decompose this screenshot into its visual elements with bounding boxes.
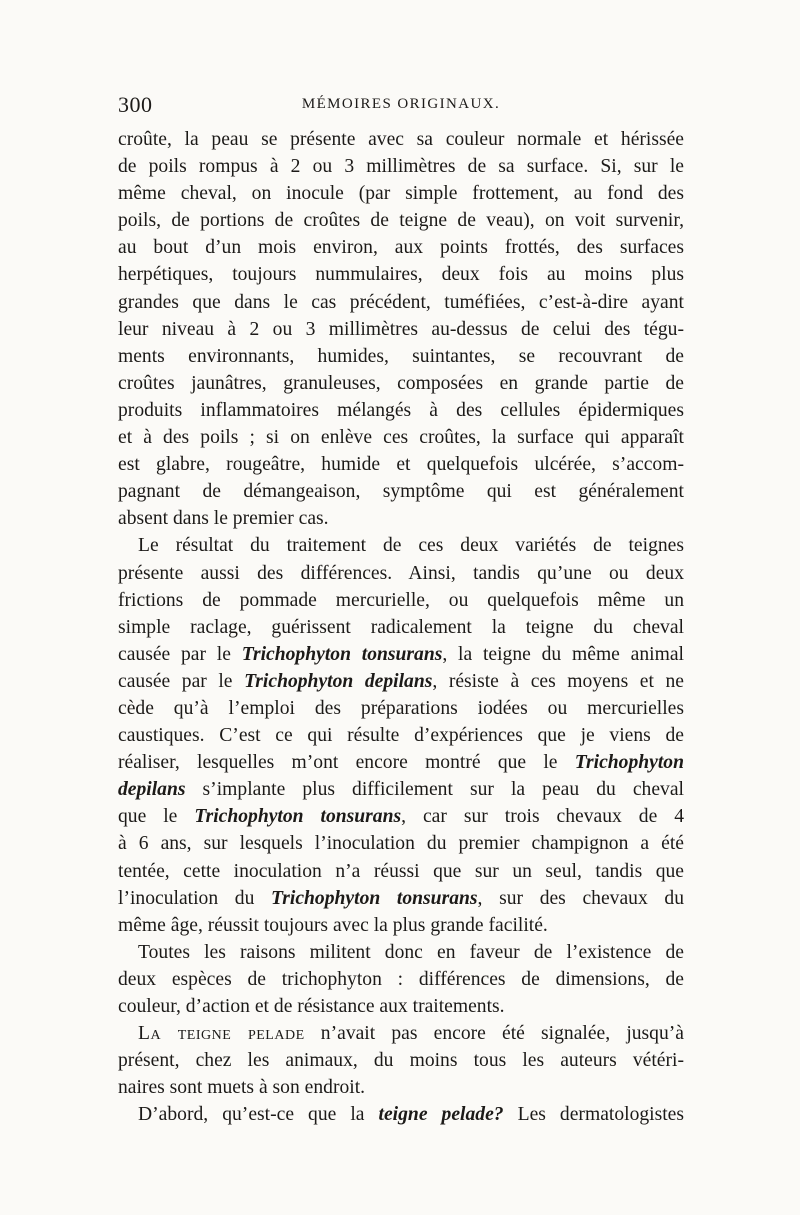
text-line: Toutes les raisons militent donc en faveur de l’existence de [138, 941, 684, 963]
text-run: l’inoculation du [118, 887, 272, 909]
text-line [118, 1101, 684, 1128]
text-line: Le résultat du traitement de ces deux variétés de teignes [138, 535, 684, 557]
text-line: herpétiques, toujours nummulaires, deux fois au moins plus [118, 264, 684, 286]
text-line: leur niveau à 2 ou 3 millimètres au-dessus de celui des tégu- [118, 318, 684, 340]
text-line: de poils rompus à 2 ou 3 millimètres de sa surface. Si, sur le [118, 156, 684, 178]
text-run: s’implante plus difficilement sur la peau du cheval [185, 779, 684, 801]
section-lead: La teigne pelade [138, 1023, 305, 1045]
text-line: présent, chez les animaux, du moins tous les auteurs vétéri- [118, 1050, 684, 1072]
term: teigne pelade? [378, 1104, 504, 1126]
text-line: cède qu’à l’emploi des préparations iodées ou mercurielles [118, 697, 684, 719]
text-line: absent dans le premier cas. [118, 508, 329, 530]
text-line: présente aussi des différences. Ainsi, tandis qu’une ou deux [118, 562, 684, 584]
text-line: tentée, cette inoculation n’a réussi que sur un seul, tandis que [118, 860, 684, 882]
text-line: caustiques. C’est ce qui résulte d’expériences que je viens de [118, 725, 684, 747]
text-line: pagnant de démangeaison, symptôme qui est généralement [118, 481, 684, 503]
species-name: Trichophyton tonsurans [194, 806, 402, 828]
text-line: est glabre, rougeâtre, humide et quelquefois ulcérée, s’accom- [118, 454, 684, 476]
text-line [118, 885, 684, 912]
text-run: causée par le [118, 643, 242, 665]
text-line: deux espèces de trichophyton : différences de dimensions, de [118, 968, 684, 990]
text-line: grandes que dans le cas précédent, tuméfiées, c’est-à-dire ayant [118, 291, 684, 313]
species-name: depilans [118, 779, 186, 801]
text-line: simple raclage, guérissent radicalement la teigne du cheval [118, 616, 684, 638]
text-run: , car sur trois chevaux de 4 [401, 806, 685, 828]
text-line: même cheval, on inocule (par simple frottement, au fond des [118, 183, 684, 205]
text-line: même âge, réussit toujours avec la plus grande facilité. [118, 914, 548, 936]
text-run: causée par le [118, 670, 245, 692]
text-run: que le [118, 806, 195, 828]
text-run: , sur des chevaux du [477, 887, 684, 909]
page-body [118, 126, 684, 1128]
text-line [118, 776, 684, 803]
text-run: réaliser, lesquelles m’ont encore montré que le [118, 752, 575, 774]
text-line: frictions de pommade mercurielle, ou quelquefois même un [118, 589, 684, 611]
text-line: produits inflammatoires mélangés à des cellules épidermiques [118, 399, 684, 421]
text-line: naires sont muets à son endroit. [118, 1077, 366, 1099]
text-line: à 6 ans, sur lesquels l’inoculation du premier champignon a été [118, 833, 684, 855]
text-run: Les dermatologistes [503, 1104, 684, 1126]
text-run: D’abord, qu’est-ce que la [138, 1104, 379, 1126]
text-line: ments environnants, humides, suintantes, se recouvrant de [118, 345, 684, 367]
text-run: , la teigne du même animal [442, 643, 684, 665]
text-line: et à des poils ; si on enlève ces croûtes, la surface qui apparaît [118, 427, 684, 449]
text-line: croûtes jaunâtres, granuleuses, composées en grande partie de [118, 372, 684, 394]
paragraph-3 [118, 939, 684, 1020]
paragraph-2 [118, 532, 684, 938]
text-line: poils, de portions de croûtes de teigne de veau), on voit survenir, [118, 210, 684, 232]
text-line: au bout d’un mois environ, aux points frottés, des surfaces [118, 237, 684, 259]
species-name: Trichophyton depilans [244, 670, 433, 692]
text-line [118, 1020, 684, 1047]
paragraph-1 [118, 126, 684, 532]
text-line [118, 749, 684, 776]
text-line [118, 641, 684, 668]
text-line [118, 668, 684, 695]
paragraph-5 [118, 1101, 684, 1128]
species-name: Trichophyton [574, 752, 684, 774]
page-header [118, 92, 684, 122]
species-name: Trichophyton tonsurans [271, 887, 478, 909]
text-run: , résiste à ces moyens et ne [432, 670, 684, 692]
paragraph-4 [118, 1020, 684, 1101]
text-line [118, 803, 684, 830]
running-title: MÉMOIRES ORIGINAUX. [301, 96, 501, 112]
text-line: croûte, la peau se présente avec sa couleur normale et hérissée [118, 129, 684, 150]
text-run: n’avait pas encore été signalée, jusqu’à [304, 1023, 684, 1045]
species-name: Trichophyton tonsurans [241, 643, 443, 665]
text-line: couleur, d’action et de résistance aux traitements. [118, 996, 505, 1017]
page-number: 300 [118, 92, 153, 117]
